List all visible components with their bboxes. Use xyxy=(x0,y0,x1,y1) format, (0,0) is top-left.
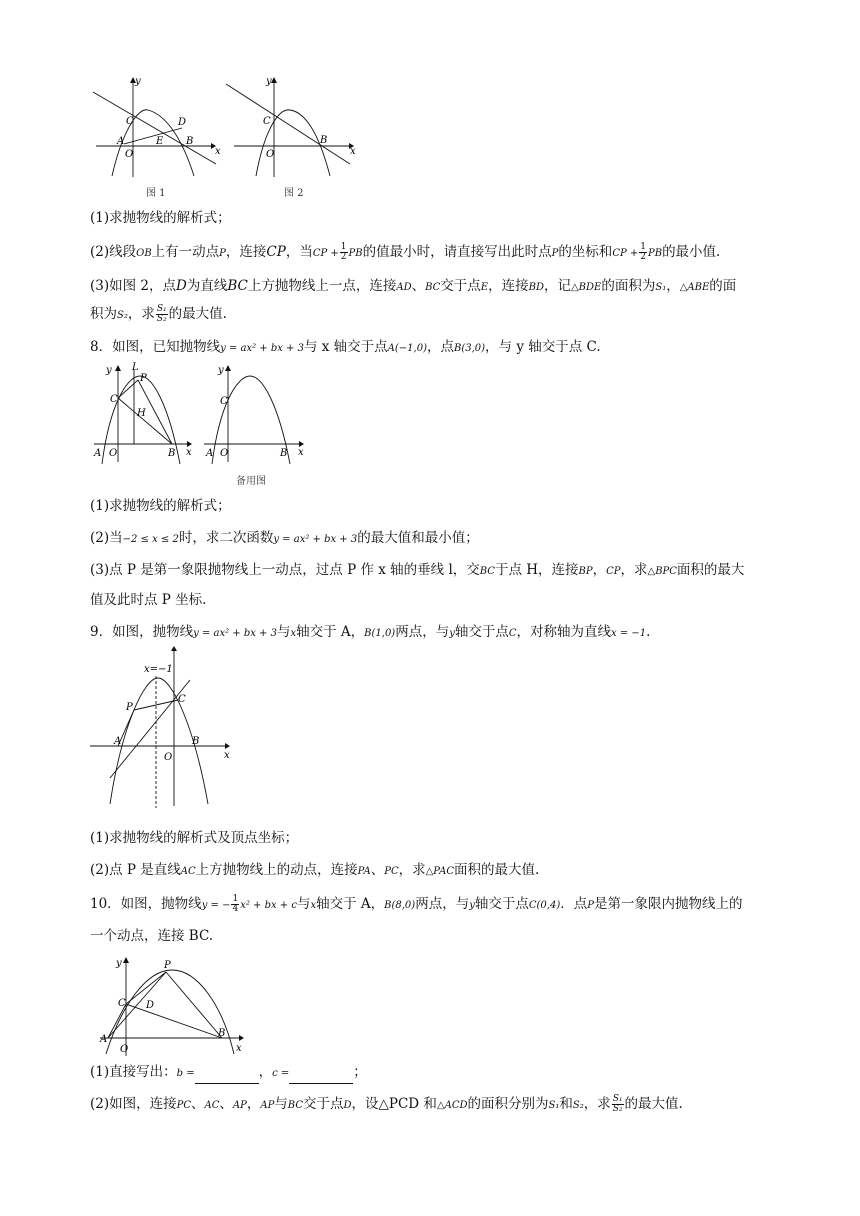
q7-fig1-C: C xyxy=(126,116,134,127)
q7-fig2-y: y xyxy=(266,76,272,87)
q8-fig2-C: C xyxy=(220,396,228,407)
q7-fig2-B: B xyxy=(320,135,328,146)
q8-part2: (2)当−2 ≤ x ≤ 2时，求二次函数y = ax² + bx + 3的最大值和最小值； xyxy=(90,530,479,546)
q8-fig2-y: y xyxy=(218,365,224,376)
q9-fig-C: C xyxy=(178,694,186,705)
q8-fig1-O: O xyxy=(109,448,118,459)
q10-fig-O: O xyxy=(120,1044,129,1055)
figure-q7-1 xyxy=(88,72,223,184)
q9-part1: (1)求抛物线的解析式及顶点坐标； xyxy=(90,830,299,846)
q10-heading-line1: 10．如图，抛物线y = − $\frac{1}{4}$ x² + bx + c与x轴交于 A，B(8,0)两点，与y轴交于点C(0,4)．点P是第一象限内抛物线上的 xyxy=(90,894,743,914)
q7-fig2-C: C xyxy=(263,116,271,127)
q8-fig1-B: B xyxy=(168,448,176,459)
q10-fig-P: P xyxy=(164,960,171,971)
figure-q8-1 xyxy=(90,362,198,466)
q7-part3-line1: (3)如图 2，点D为直线BC上方抛物线上一点，连接AD、BC交于点E，连接BD，记△BDE的面积为S₁，△ABE的面 xyxy=(90,278,737,294)
q8-fig2-O: O xyxy=(220,448,229,459)
q9-fig-P: P xyxy=(126,702,133,713)
q8-fig2-x: x xyxy=(298,447,304,458)
answer-blank-b[interactable] xyxy=(195,1069,259,1084)
q10-heading-line2: 一个动点，连接 BC. xyxy=(90,928,214,944)
q7-fig2-x: x xyxy=(350,146,356,157)
q9-fig-axis-label: x=−1 xyxy=(144,664,173,675)
q10-part1: (1)直接写出：b = ，c = ； xyxy=(90,1062,367,1084)
q8-heading: 8．如图，已知抛物线y = ax² + bx + 3与 x 轴交于点A(−1,0)，点B(3,0)，与 y 轴交于点 C. xyxy=(90,339,601,355)
q8-fig1-A: A xyxy=(94,448,102,459)
answer-blank-c[interactable] xyxy=(289,1069,353,1084)
q7-fig1-B: B xyxy=(186,136,194,147)
q7-fig1-E: E xyxy=(156,136,164,147)
q9-fig-B: B xyxy=(192,736,200,747)
q7-fig2-O: O xyxy=(266,149,275,160)
q10-fig-y: y xyxy=(116,958,122,969)
q9-part2: (2)点 P 是直线AC上方抛物线上的动点，连接PA、PC，求△PAC面积的最大值. xyxy=(90,862,540,878)
figure-q7-2 xyxy=(222,72,362,184)
q9-fig-A: A xyxy=(114,736,122,747)
q7-fig1-caption: 图 1 xyxy=(146,188,166,199)
q9-fig-O: O xyxy=(164,752,173,763)
q7-fig2-caption: 图 2 xyxy=(284,188,304,199)
q8-fig2-A: A xyxy=(206,448,214,459)
q9-heading: 9．如图，抛物线y = ax² + bx + 3与x轴交于 A，B(1,0)两点，与y轴交于点C，对称轴为直线x = −1. xyxy=(90,624,651,640)
q7-part3-line2: 积为S₂，求 $\frac{\text{S₁}}{\text{S₂}}$ 的最大值. xyxy=(90,304,227,324)
q7-part2: (2)线段OB上有一动点P，连接CP，当CP + $\frac{1}{2}$ PB的值最小时，请直接写出此时点P的坐标和CP + $\frac{1}{2}$ PB的最小值. xyxy=(90,242,721,262)
q7-part1: (1)求抛物线的解析式； xyxy=(90,210,231,226)
q8-part3-line2: 值及此时点 P 坐标. xyxy=(90,592,207,608)
figure-q9 xyxy=(88,646,238,810)
q8-fig1-C: C xyxy=(110,394,118,405)
q7-fig1-D: D xyxy=(178,117,187,128)
figure-q8-2 xyxy=(200,362,310,466)
q10-part2: (2)如图，连接PC、AC、AP，AP与BC交于点D，设△PCD 和△ACD的面积分别为S₁和S₂，求 $\frac{\text{S₁}}{\text{S₂}}$ 的最大值. xyxy=(90,1094,683,1114)
q9-fig-x: x xyxy=(224,750,230,761)
q10-fig-A: A xyxy=(100,1034,108,1045)
q8-fig1-L: L xyxy=(132,362,139,373)
q10-fig-B: B xyxy=(218,1028,226,1039)
q7-fig1-A: A xyxy=(117,136,125,147)
q7-fig1-O: O xyxy=(125,149,134,160)
q7-fig1-x: x xyxy=(215,146,221,157)
q8-part3-line1: (3)点 P 是第一象限抛物线上一动点，过点 P 作 x 轴的垂线 l，交BC于点 H，连接BP，CP，求△BPC面积的最大 xyxy=(90,562,745,578)
q8-fig2-B: B xyxy=(280,448,288,459)
q8-fig1-P: P xyxy=(140,373,147,384)
q8-fig1-x: x xyxy=(186,447,192,458)
q7-fig1-y: y xyxy=(135,76,141,87)
q8-fig1-H: H xyxy=(137,408,146,419)
q8-part1: (1)求抛物线的解析式； xyxy=(90,498,231,514)
q8-fig-caption: 备用图 xyxy=(236,476,266,487)
q10-fig-D: D xyxy=(146,1000,155,1011)
q8-fig1-y: y xyxy=(106,365,112,376)
figure-q10 xyxy=(92,954,252,1058)
q10-fig-C: C xyxy=(118,998,126,1009)
q10-fig-x: x xyxy=(236,1043,242,1054)
